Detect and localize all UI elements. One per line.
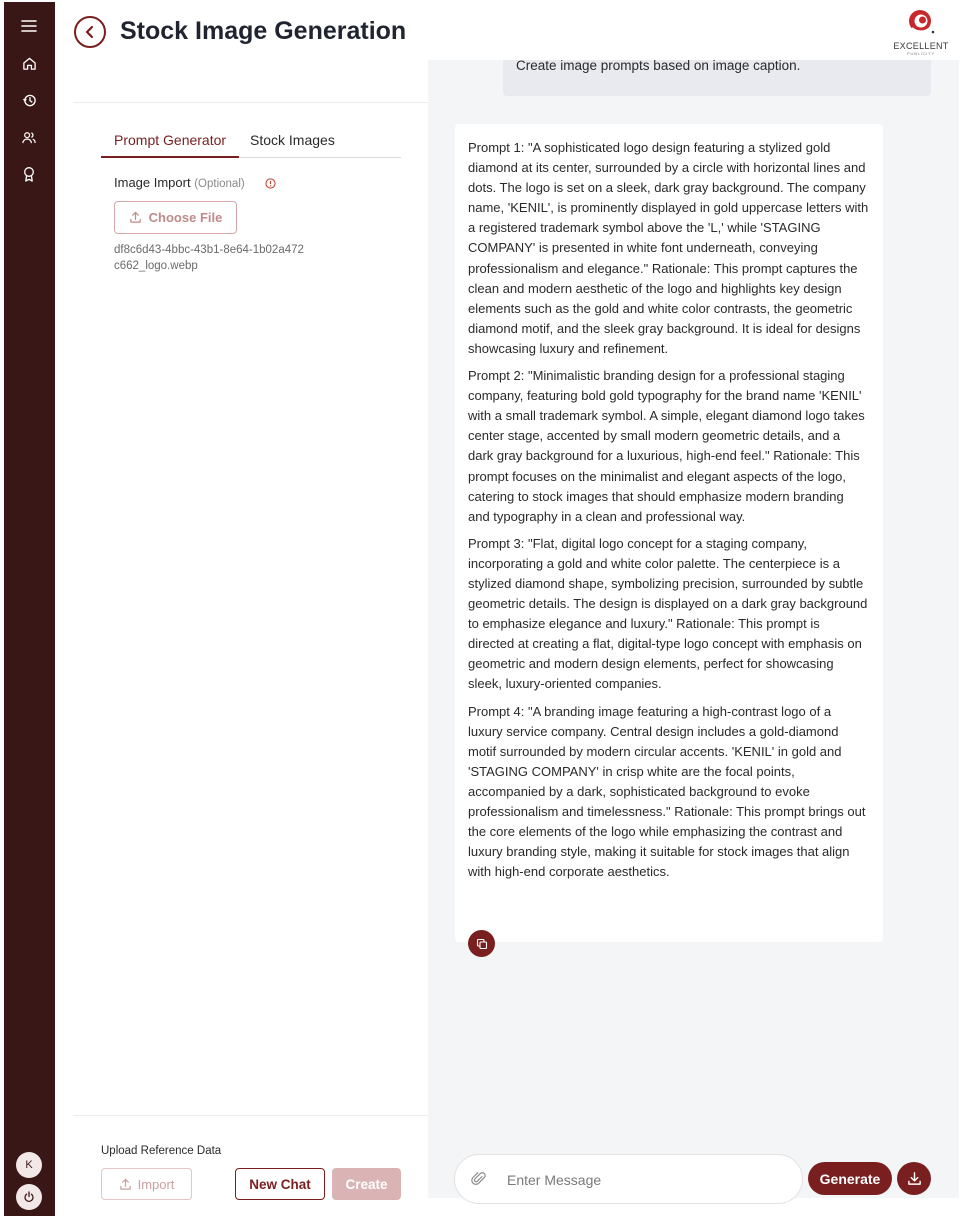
- upload-icon: [119, 1178, 132, 1191]
- upload-reference-label: Upload Reference Data: [101, 1145, 222, 1157]
- tab-bar: [101, 130, 401, 158]
- message-composer: [454, 1154, 803, 1204]
- optional-label: (Optional): [194, 178, 245, 190]
- new-chat-button[interactable]: New Chat: [235, 1168, 325, 1200]
- choose-file-label: Choose File: [148, 210, 223, 225]
- menu-icon[interactable]: [17, 14, 41, 38]
- generate-button[interactable]: Generate: [808, 1162, 892, 1195]
- prompt-item: Prompt 1: "A sophisticated logo design featuring a stylized gold diamond at its center, surrounded by a circle with horizontal lines and dots. The logo is set on a sleek, dark gray background. The company name, 'KENIL', is prominently displayed in gold uppercase letters with a registered trademark symbol above the 'L,' while 'STAGING COMPANY' is presented in white font underneath, conveying professionalism and elegance." Rationale: This prompt captures the clean and modern aesthetic of the logo and highlights key design elements such as the gold and white color contrasts, the geometric diamond motif, and the sleek gray background. It is ideal for designs showcasing luxury and refinement.: [468, 140, 869, 356]
- page-title: Stock Image Generation: [120, 17, 407, 45]
- prompt-item: Prompt 4: "A branding image featuring a high-contrast logo of a luxury service company. Central design includes a gold-diamond motif surrounded by modern circular accents. 'KENIL' in gold and 'STAGING COMPANY' in crisp white are the focal points, accompanied by a dark, sophisticated background to evoke professionalism and timelessness." Rationale: This prompt brings out the core elements of the logo while emphasizing the contrast and luxury branding style, making it suitable for stock images that align with high-end corporate aesthetics.: [468, 703, 866, 880]
- download-icon: [907, 1171, 922, 1186]
- info-icon[interactable]: [265, 178, 276, 189]
- upload-icon: [129, 211, 142, 224]
- image-import-label: [114, 175, 245, 190]
- scroll-gutter: [959, 60, 974, 1198]
- import-button[interactable]: [101, 1168, 192, 1200]
- tab-stock-images[interactable]: Stock Images: [250, 132, 335, 148]
- sidebar: [4, 2, 55, 1216]
- logo-subtext: PUBLICITY: [907, 51, 935, 56]
- prompt-item: Prompt 2: "Minimalistic branding design for a professional staging company, featuring bold gold typography for the brand name 'KENIL' with a small trademark symbol. A simple, elegant diamond logo takes center stage, accented by small modern geometric details, and a dark gray background for a luxurious, high-end feel." Rationale: This prompt focuses on the minimalist and elegant aspects of the logo, catering to stock images that should emphasize modern branding and typography in a clean and professional way.: [468, 368, 865, 524]
- choose-file-button[interactable]: [114, 201, 237, 234]
- users-icon[interactable]: [17, 125, 41, 149]
- left-panel: [73, 60, 428, 1216]
- copy-icon: [476, 938, 488, 950]
- divider: [73, 1115, 428, 1116]
- copy-button[interactable]: [468, 930, 495, 957]
- download-button[interactable]: [897, 1162, 931, 1195]
- image-import-title: Image Import: [114, 175, 191, 190]
- power-icon[interactable]: [16, 1184, 42, 1210]
- history-icon[interactable]: [17, 88, 41, 112]
- divider: [73, 102, 428, 103]
- user-message-text: Create image prompts based on image caption.: [516, 58, 801, 73]
- tab-prompt-generator[interactable]: Prompt Generator: [101, 132, 239, 158]
- logo-swirl-icon: [906, 8, 936, 36]
- chat-area: [428, 60, 959, 1198]
- logo-text: EXCELLENT: [893, 41, 949, 51]
- avatar[interactable]: K: [16, 1152, 42, 1178]
- assistant-response: [455, 124, 883, 942]
- back-button[interactable]: [74, 16, 106, 48]
- paperclip-icon[interactable]: [471, 1171, 487, 1187]
- chevron-left-icon: [84, 25, 96, 39]
- brand-logo[interactable]: [889, 8, 953, 56]
- award-icon[interactable]: [17, 162, 41, 186]
- import-label: Import: [137, 1176, 175, 1192]
- selected-file-name: df8c6d43-4bbc-43b1-8e64-1b02a472c662_logo.webp: [114, 244, 304, 272]
- home-icon[interactable]: [17, 51, 41, 75]
- user-message: [503, 60, 931, 96]
- create-button[interactable]: Create: [332, 1168, 401, 1200]
- message-input[interactable]: [507, 1167, 787, 1193]
- header: [55, 2, 974, 60]
- prompt-item: Prompt 3: "Flat, digital logo concept for a staging company, incorporating a gold and white color palette. The centerpiece is a stylized diamond shape, symbolizing precision, surrounded by subtle geometric details. The design is displayed on a dark gray background to emphasize elegance and luxury." Rationale: This prompt is directed at creating a flat, digital-type logo concept with emphasis on geometric and modern design elements, perfect for showcasing sleek, luxury-oriented companies.: [468, 535, 868, 692]
